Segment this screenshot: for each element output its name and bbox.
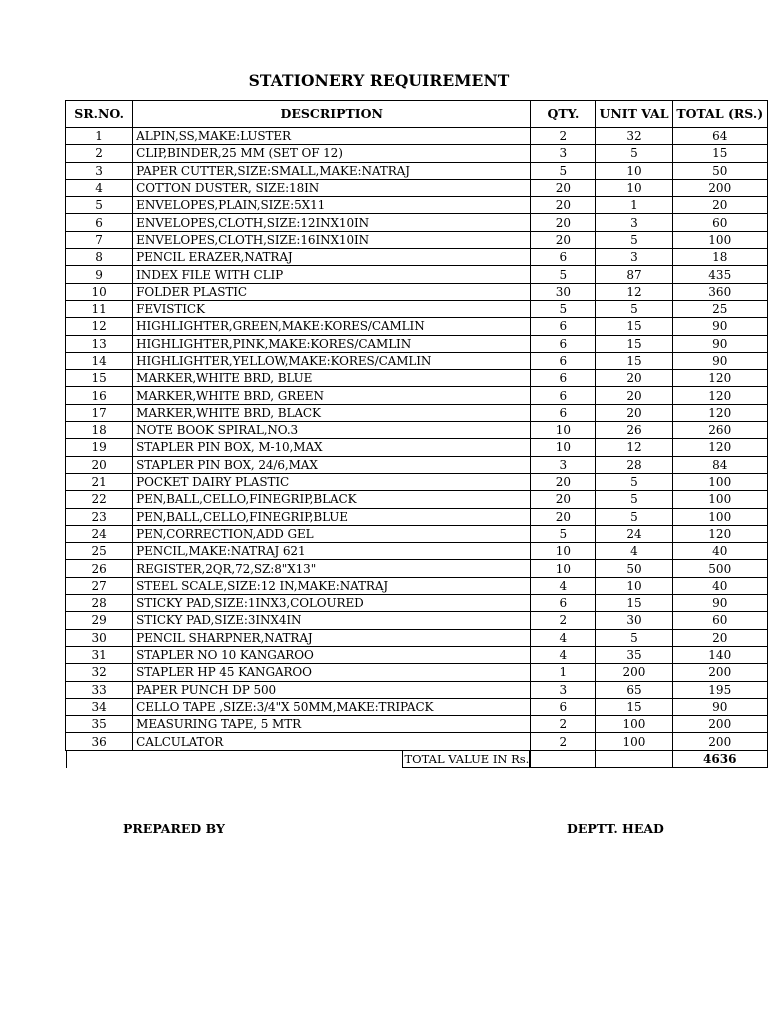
row-total: 200 [672, 716, 768, 733]
row-qty: 3 [531, 456, 596, 473]
row-description: STAPLER HP 45 KANGAROO [133, 664, 531, 681]
table-row [66, 646, 768, 663]
row-total: 15 [672, 145, 768, 162]
row-unit-val: 15 [596, 318, 672, 335]
row-unit-val: 4 [596, 543, 672, 560]
row-description: STAPLER PIN BOX, M-10,MAX [133, 439, 531, 456]
row-qty: 20 [531, 473, 596, 490]
row-qty: 2 [531, 128, 596, 145]
row-sr-no: 27 [66, 577, 133, 594]
row-unit-val: 87 [596, 266, 672, 283]
row-sr-no: 22 [66, 491, 133, 508]
row-total: 90 [672, 318, 768, 335]
table-row [66, 681, 768, 698]
row-description: STICKY PAD,SIZE:3INX4IN [133, 612, 531, 629]
row-unit-val: 5 [596, 231, 672, 248]
row-total: 120 [672, 439, 768, 456]
row-sr-no: 2 [66, 145, 133, 162]
row-unit-val: 35 [596, 646, 672, 663]
row-sr-no: 3 [66, 162, 133, 179]
row-total: 140 [672, 646, 768, 663]
row-total: 60 [672, 214, 768, 231]
row-sr-no: 31 [66, 646, 133, 663]
row-total: 90 [672, 335, 768, 352]
row-sr-no: 23 [66, 508, 133, 525]
row-qty: 6 [531, 404, 596, 421]
row-qty: 2 [531, 612, 596, 629]
row-sr-no: 12 [66, 318, 133, 335]
table-row [66, 716, 768, 733]
row-sr-no: 29 [66, 612, 133, 629]
dept-head-label: DEPTT. HEAD [567, 821, 664, 836]
row-unit-val: 5 [596, 508, 672, 525]
row-sr-no: 32 [66, 664, 133, 681]
row-qty: 4 [531, 646, 596, 663]
row-description: PEN,BALL,CELLO,FINEGRIP,BLACK [133, 491, 531, 508]
table-row [66, 422, 768, 439]
table-row [66, 664, 768, 681]
row-description: CALCULATOR [133, 733, 531, 750]
table-row [66, 629, 768, 646]
row-qty: 6 [531, 370, 596, 387]
total-spacer [66, 750, 531, 768]
row-unit-val: 5 [596, 491, 672, 508]
row-unit-val: 200 [596, 664, 672, 681]
row-qty: 20 [531, 508, 596, 525]
row-unit-val: 20 [596, 404, 672, 421]
row-total: 20 [672, 629, 768, 646]
table-row [66, 266, 768, 283]
table-row [66, 231, 768, 248]
total-filler-qty [531, 750, 596, 768]
row-sr-no: 11 [66, 300, 133, 317]
total-label: TOTAL VALUE IN Rs. [402, 751, 531, 768]
row-description: INDEX FILE WITH CLIP [133, 266, 531, 283]
row-description: ENVELOPES,CLOTH,SIZE:12INX10IN [133, 214, 531, 231]
row-unit-val: 28 [596, 456, 672, 473]
row-sr-no: 33 [66, 681, 133, 698]
row-sr-no: 10 [66, 283, 133, 300]
header-description: DESCRIPTION [133, 101, 531, 128]
table-row [66, 318, 768, 335]
row-description: HIGHLIGHTER,YELLOW,MAKE:KORES/CAMLIN [133, 352, 531, 369]
row-unit-val: 15 [596, 698, 672, 715]
row-description: CLIP,BINDER,25 MM (SET OF 12) [133, 145, 531, 162]
row-qty: 5 [531, 525, 596, 542]
table-row [66, 525, 768, 542]
row-qty: 6 [531, 335, 596, 352]
row-unit-val: 100 [596, 716, 672, 733]
row-total: 260 [672, 422, 768, 439]
row-description: PEN,BALL,CELLO,FINEGRIP,BLUE [133, 508, 531, 525]
row-description: PENCIL SHARPNER,NATRAJ [133, 629, 531, 646]
row-sr-no: 28 [66, 595, 133, 612]
row-total: 40 [672, 577, 768, 594]
row-unit-val: 50 [596, 560, 672, 577]
row-sr-no: 6 [66, 214, 133, 231]
header-qty: QTY. [531, 101, 596, 128]
row-sr-no: 19 [66, 439, 133, 456]
row-unit-val: 32 [596, 128, 672, 145]
row-total: 18 [672, 249, 768, 266]
row-sr-no: 15 [66, 370, 133, 387]
row-description: CELLO TAPE ,SIZE:3/4"X 50MM,MAKE:TRIPACK [133, 698, 531, 715]
total-value: 4636 [672, 750, 768, 768]
row-unit-val: 24 [596, 525, 672, 542]
row-total: 84 [672, 456, 768, 473]
table-row [66, 249, 768, 266]
row-description: MEASURING TAPE, 5 MTR [133, 716, 531, 733]
row-total: 120 [672, 370, 768, 387]
row-sr-no: 21 [66, 473, 133, 490]
stationery-table [65, 100, 768, 768]
row-total: 90 [672, 698, 768, 715]
row-unit-val: 3 [596, 214, 672, 231]
table-row [66, 491, 768, 508]
table-row [66, 473, 768, 490]
row-qty: 20 [531, 214, 596, 231]
row-qty: 20 [531, 231, 596, 248]
row-qty: 5 [531, 300, 596, 317]
row-qty: 10 [531, 422, 596, 439]
row-unit-val: 5 [596, 300, 672, 317]
row-total: 50 [672, 162, 768, 179]
row-unit-val: 65 [596, 681, 672, 698]
table-row [66, 128, 768, 145]
row-qty: 10 [531, 439, 596, 456]
table-row [66, 439, 768, 456]
table-row [66, 335, 768, 352]
row-description: ENVELOPES,CLOTH,SIZE:16INX10IN [133, 231, 531, 248]
row-sr-no: 35 [66, 716, 133, 733]
table-row [66, 577, 768, 594]
table-row [66, 197, 768, 214]
row-total: 40 [672, 543, 768, 560]
row-unit-val: 30 [596, 612, 672, 629]
table-body [66, 128, 768, 751]
row-total: 200 [672, 179, 768, 196]
row-total: 20 [672, 197, 768, 214]
row-unit-val: 15 [596, 335, 672, 352]
row-unit-val: 5 [596, 145, 672, 162]
row-sr-no: 34 [66, 698, 133, 715]
row-total: 500 [672, 560, 768, 577]
row-unit-val: 5 [596, 629, 672, 646]
row-unit-val: 20 [596, 387, 672, 404]
row-total: 100 [672, 508, 768, 525]
row-description: FEVISTICK [133, 300, 531, 317]
row-sr-no: 25 [66, 543, 133, 560]
row-total: 435 [672, 266, 768, 283]
row-total: 120 [672, 525, 768, 542]
row-unit-val: 10 [596, 162, 672, 179]
row-total: 200 [672, 664, 768, 681]
row-qty: 4 [531, 629, 596, 646]
row-qty: 1 [531, 664, 596, 681]
row-description: PENCIL ERAZER,NATRAJ [133, 249, 531, 266]
row-sr-no: 26 [66, 560, 133, 577]
table-row [66, 214, 768, 231]
row-description: POCKET DAIRY PLASTIC [133, 473, 531, 490]
row-description: MARKER,WHITE BRD, GREEN [133, 387, 531, 404]
row-qty: 10 [531, 543, 596, 560]
row-total: 90 [672, 352, 768, 369]
row-sr-no: 20 [66, 456, 133, 473]
row-qty: 6 [531, 249, 596, 266]
prepared-by-label: PREPARED BY [123, 821, 225, 836]
row-description: FOLDER PLASTIC [133, 283, 531, 300]
row-sr-no: 8 [66, 249, 133, 266]
row-description: STEEL SCALE,SIZE:12 IN,MAKE:NATRAJ [133, 577, 531, 594]
row-qty: 6 [531, 698, 596, 715]
row-sr-no: 13 [66, 335, 133, 352]
row-unit-val: 10 [596, 179, 672, 196]
table-row [66, 283, 768, 300]
row-total: 100 [672, 473, 768, 490]
row-unit-val: 15 [596, 352, 672, 369]
row-description: REGISTER,2QR,72,SZ:8"X13" [133, 560, 531, 577]
row-sr-no: 9 [66, 266, 133, 283]
row-total: 120 [672, 404, 768, 421]
table-row [66, 543, 768, 560]
row-total: 64 [672, 128, 768, 145]
row-qty: 4 [531, 577, 596, 594]
row-description: COTTON DUSTER, SIZE:18IN [133, 179, 531, 196]
table-row [66, 595, 768, 612]
row-qty: 2 [531, 733, 596, 750]
row-total: 90 [672, 595, 768, 612]
row-qty: 20 [531, 179, 596, 196]
row-sr-no: 24 [66, 525, 133, 542]
row-qty: 20 [531, 491, 596, 508]
table-row [66, 162, 768, 179]
row-total: 60 [672, 612, 768, 629]
row-description: PAPER CUTTER,SIZE:SMALL,MAKE:NATRAJ [133, 162, 531, 179]
row-total: 195 [672, 681, 768, 698]
row-unit-val: 1 [596, 197, 672, 214]
row-unit-val: 26 [596, 422, 672, 439]
row-sr-no: 4 [66, 179, 133, 196]
table-row [66, 145, 768, 162]
table-row [66, 733, 768, 750]
row-qty: 6 [531, 387, 596, 404]
row-description: ENVELOPES,PLAIN,SIZE:5X11 [133, 197, 531, 214]
row-unit-val: 12 [596, 283, 672, 300]
header-total: TOTAL (RS.) [672, 101, 768, 128]
row-unit-val: 5 [596, 473, 672, 490]
table-row [66, 456, 768, 473]
row-qty: 2 [531, 716, 596, 733]
table-row [66, 560, 768, 577]
row-total: 100 [672, 231, 768, 248]
table-row [66, 387, 768, 404]
row-unit-val: 100 [596, 733, 672, 750]
row-description: PENCIL,MAKE:NATRAJ 621 [133, 543, 531, 560]
header-row [66, 101, 768, 128]
row-sr-no: 1 [66, 128, 133, 145]
row-qty: 5 [531, 162, 596, 179]
row-total: 100 [672, 491, 768, 508]
row-sr-no: 5 [66, 197, 133, 214]
table-row [66, 179, 768, 196]
row-description: ALPIN,SS,MAKE:LUSTER [133, 128, 531, 145]
total-row [66, 750, 768, 768]
row-sr-no: 18 [66, 422, 133, 439]
page-title: STATIONERY REQUIREMENT [248, 71, 510, 90]
row-sr-no: 30 [66, 629, 133, 646]
total-filler-unit [596, 750, 672, 768]
row-qty: 6 [531, 595, 596, 612]
table-row [66, 698, 768, 715]
row-description: NOTE BOOK SPIRAL,NO.3 [133, 422, 531, 439]
row-description: MARKER,WHITE BRD, BLUE [133, 370, 531, 387]
row-qty: 5 [531, 266, 596, 283]
row-sr-no: 16 [66, 387, 133, 404]
row-unit-val: 15 [596, 595, 672, 612]
row-description: STAPLER PIN BOX, 24/6,MAX [133, 456, 531, 473]
table-row [66, 300, 768, 317]
row-total: 360 [672, 283, 768, 300]
row-description: STICKY PAD,SIZE:1INX3,COLOURED [133, 595, 531, 612]
row-qty: 3 [531, 145, 596, 162]
row-description: HIGHLIGHTER,PINK,MAKE:KORES/CAMLIN [133, 335, 531, 352]
table-row [66, 352, 768, 369]
row-sr-no: 17 [66, 404, 133, 421]
row-qty: 30 [531, 283, 596, 300]
row-sr-no: 14 [66, 352, 133, 369]
row-qty: 10 [531, 560, 596, 577]
row-qty: 20 [531, 197, 596, 214]
table-row [66, 404, 768, 421]
row-qty: 3 [531, 681, 596, 698]
row-sr-no: 36 [66, 733, 133, 750]
row-unit-val: 12 [596, 439, 672, 456]
row-description: MARKER,WHITE BRD, BLACK [133, 404, 531, 421]
row-description: HIGHLIGHTER,GREEN,MAKE:KORES/CAMLIN [133, 318, 531, 335]
table-row [66, 508, 768, 525]
row-qty: 6 [531, 318, 596, 335]
header-sr-no: SR.NO. [66, 101, 133, 128]
row-unit-val: 10 [596, 577, 672, 594]
row-unit-val: 3 [596, 249, 672, 266]
row-description: STAPLER NO 10 KANGAROO [133, 646, 531, 663]
row-total: 120 [672, 387, 768, 404]
row-qty: 6 [531, 352, 596, 369]
row-unit-val: 20 [596, 370, 672, 387]
row-total: 25 [672, 300, 768, 317]
table-row [66, 370, 768, 387]
row-total: 200 [672, 733, 768, 750]
header-unit-val: UNIT VAL [596, 101, 672, 128]
table-row [66, 612, 768, 629]
row-sr-no: 7 [66, 231, 133, 248]
row-description: PAPER PUNCH DP 500 [133, 681, 531, 698]
row-description: PEN,CORRECTION,ADD GEL [133, 525, 531, 542]
